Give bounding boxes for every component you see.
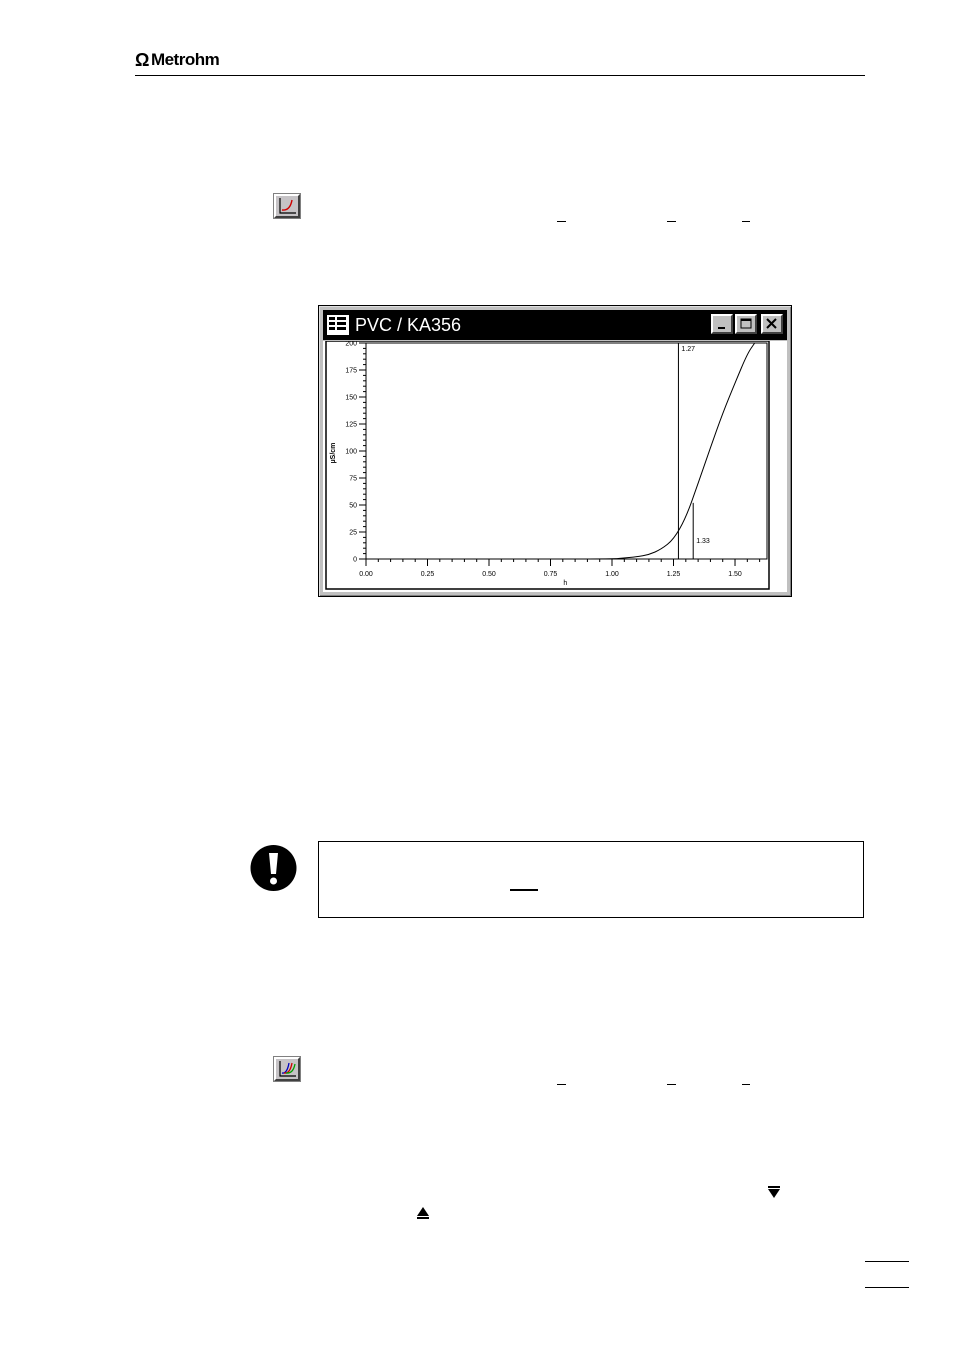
triangle-down-icon [767,1186,781,1204]
y-tick-label: 175 [345,367,357,375]
multi-curve-icon [276,1059,298,1079]
y-tick-label: 200 [345,341,357,348]
exclamation-icon [250,845,298,893]
y-tick-label: 50 [349,502,357,510]
y-tick-label: 25 [349,529,357,537]
note-box [318,841,864,918]
multi-curve-toolbar-button[interactable] [274,1057,300,1081]
close-button[interactable] [761,314,783,334]
window-title: PVC / KA356 [355,314,462,335]
menu-mnemonic-underline [667,221,676,222]
menu-mnemonic-underline [742,221,750,222]
minimize-button[interactable] [711,314,733,334]
minimize-icon [713,316,731,332]
x-tick-label: 1.25 [666,571,681,578]
brand-logo [135,50,219,70]
series-line [366,343,755,559]
marker-label: 1.33 [696,537,710,545]
plot-frame [366,343,767,559]
menu-mnemonic-underline [742,1084,750,1085]
footer-rule-bottom [865,1287,909,1288]
header-rule [135,75,865,76]
caution-icon [250,845,298,898]
x-tick-label: 0.75 [543,571,558,578]
x-tick-label: 0.50 [482,571,496,578]
x-tick-label: 1.50 [728,571,742,578]
triangle-up-icon [416,1206,430,1224]
x-axis-label: h [563,580,568,587]
omega-icon: Ω [135,50,149,70]
menu-mnemonic-underline [557,221,566,222]
x-tick-label: 0.25 [420,571,435,578]
maximize-icon [737,316,755,332]
x-tick-label: 0.00 [359,571,373,578]
menu-mnemonic-underline [557,1084,566,1085]
y-tick-label: 100 [345,448,357,456]
window-titlebar[interactable] [323,310,787,340]
y-tick-label: 0 [353,556,357,564]
y-tick-label: 150 [345,394,357,402]
close-icon [763,316,781,332]
chart-border [326,341,769,589]
curve-window [318,305,792,597]
y-tick-label: 125 [345,421,357,429]
x-tick-label: 1.00 [605,571,619,578]
y-axis-label: µS/cm [330,442,337,464]
single-curve-icon [276,196,298,216]
window-menu-icon[interactable] [326,314,350,336]
footer-rule-top [865,1261,909,1262]
maximize-button[interactable] [735,314,757,334]
note-underline [510,889,538,891]
y-tick-label: 75 [349,475,357,483]
menu-mnemonic-underline [667,1084,676,1085]
chart-area [323,341,787,592]
conductivity-chart [323,341,787,592]
brand-name: Metrohm [150,50,220,69]
marker-label: 1.27 [681,346,696,353]
curve-toolbar-button[interactable] [274,194,300,218]
